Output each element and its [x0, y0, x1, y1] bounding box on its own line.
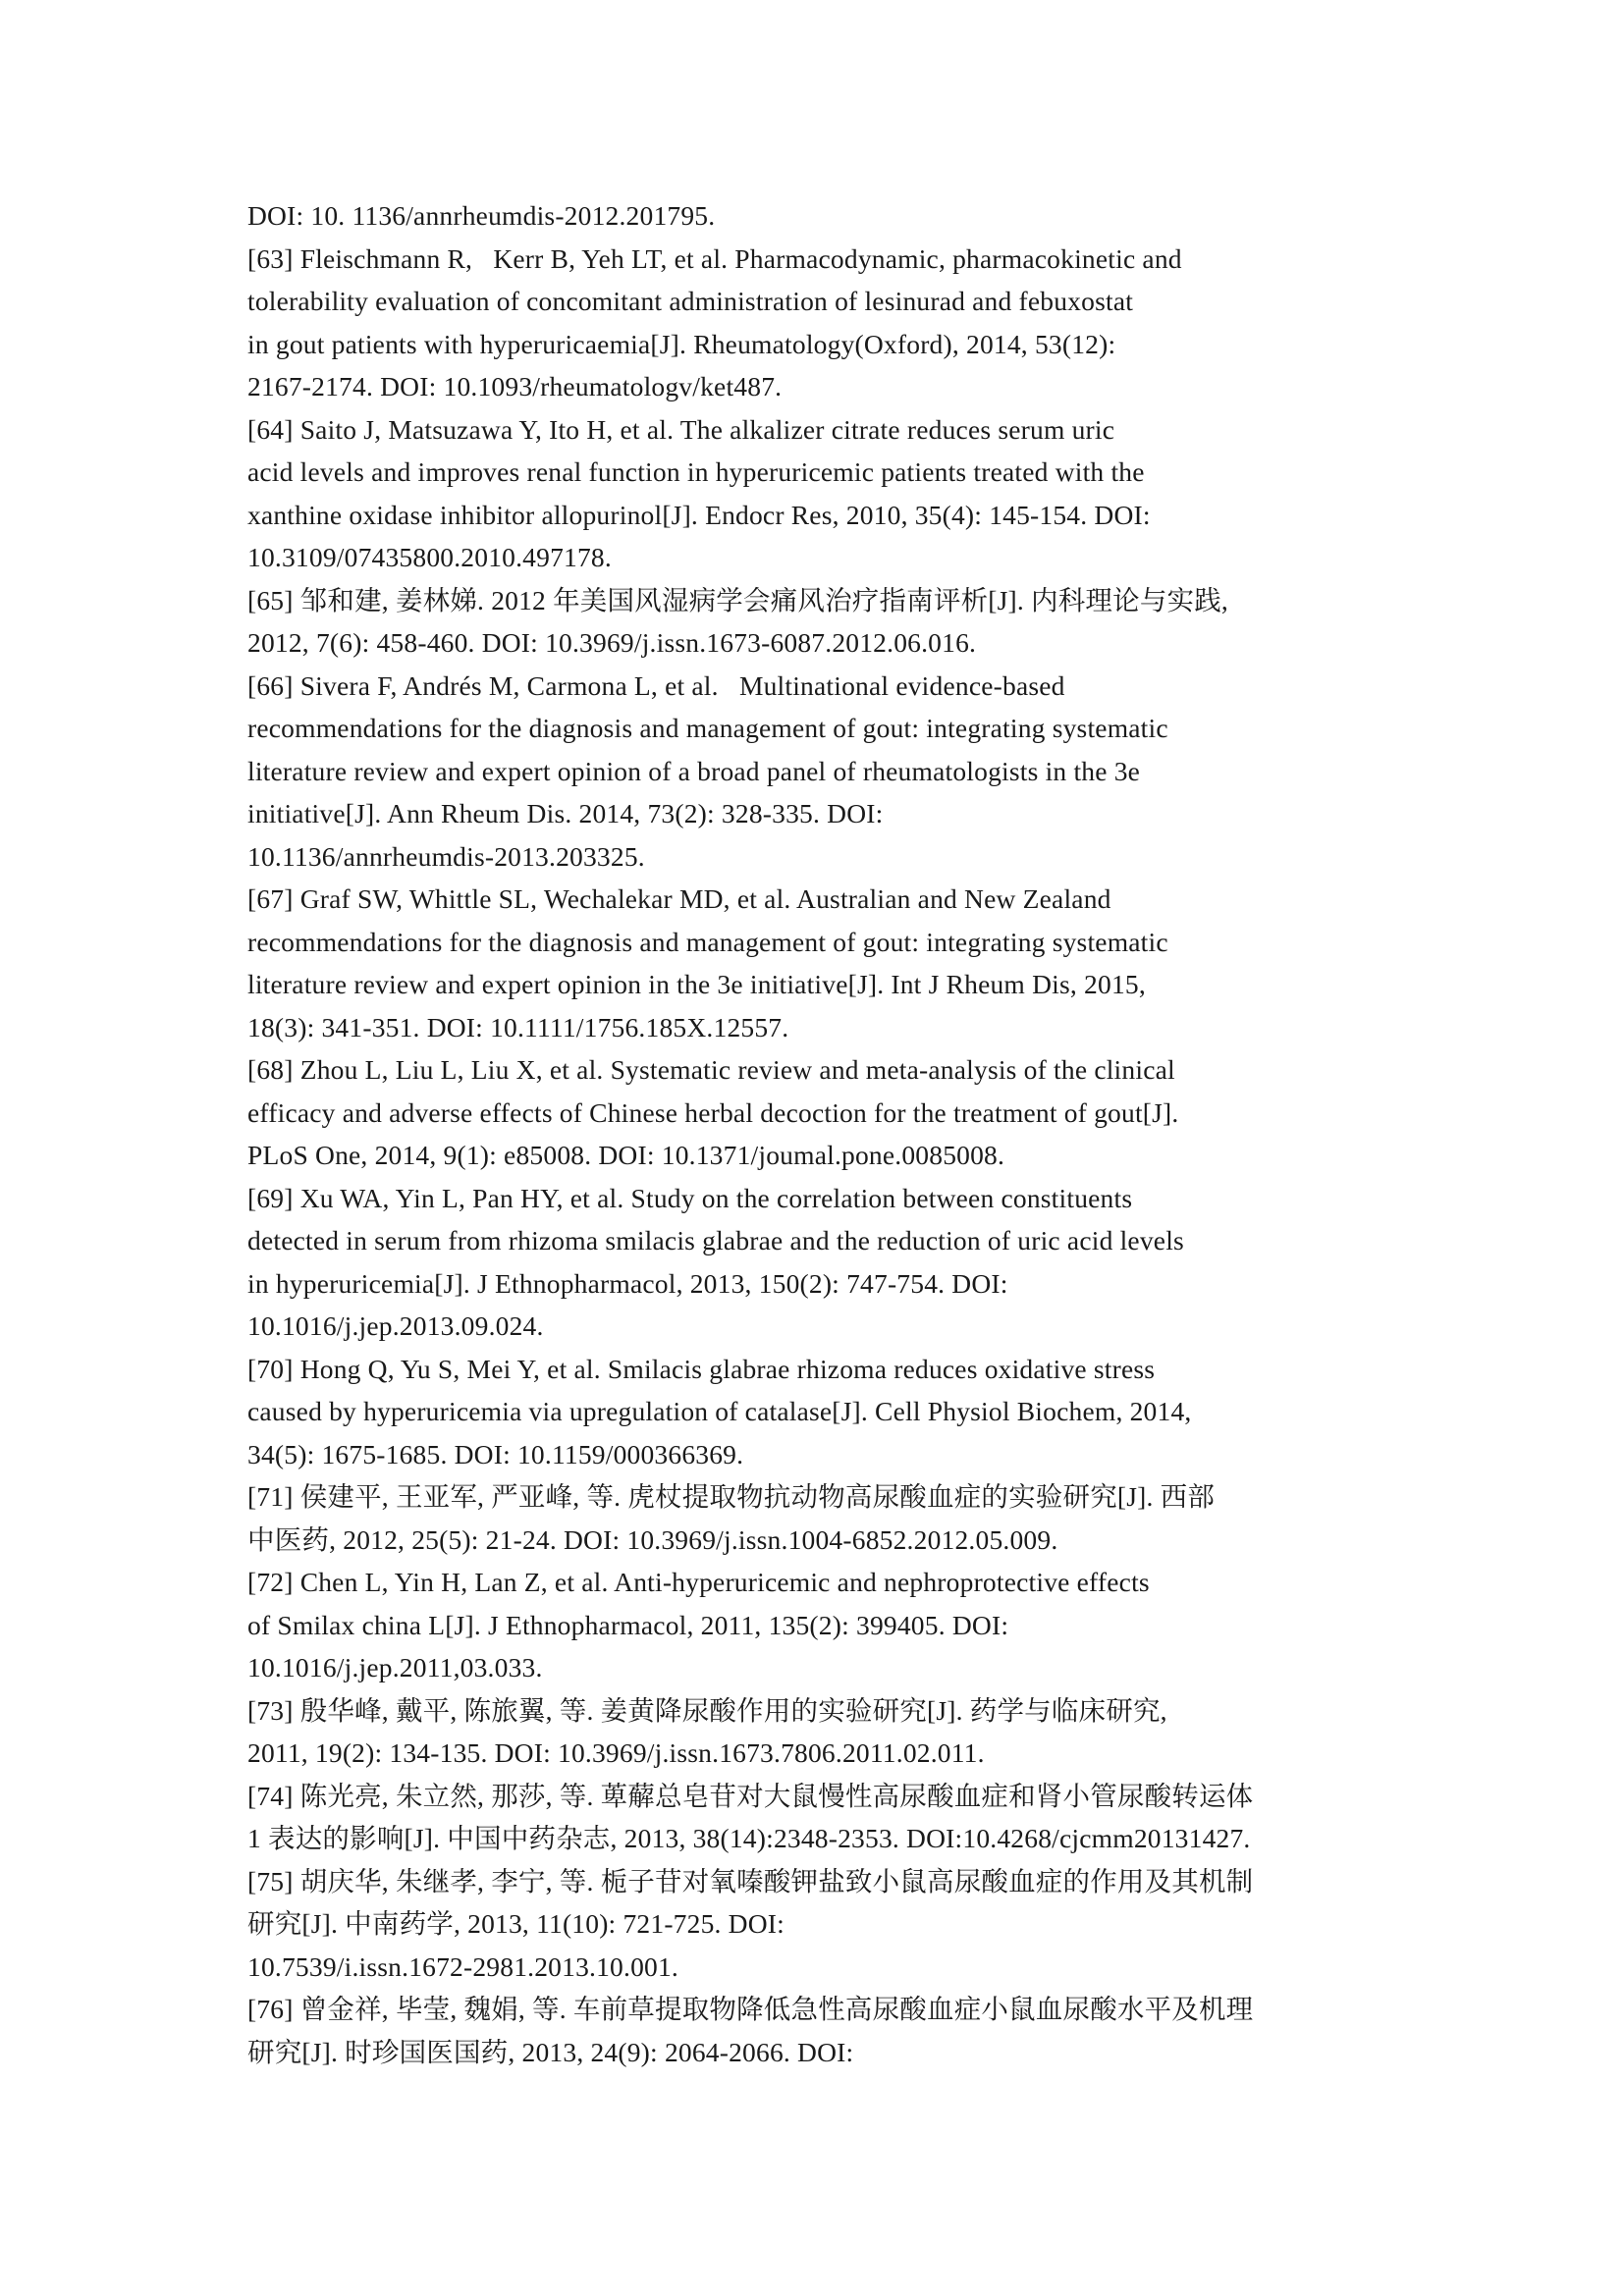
reference-line: 中医药, 2012, 25(5): 21-24. DOI: 10.3969/j.issn.1004-6852.2012.05.009. [247, 1523, 1058, 1555]
reference-line: [72] Chen L, Yin H, Lan Z, et al. Anti-hyperuricemic and nephroprotective effects [247, 1567, 1150, 1597]
reference-line: caused by hyperuricemia via upregulation of catalase[J]. Cell Physiol Biochem, 2014, [247, 1396, 1192, 1426]
reference-line: 2167-2174. DOI: 10.1093/rheumatologv/ket487. [247, 371, 783, 401]
reference-line: DOI: 10. 1136/annrheumdis-2012.201795. [247, 200, 716, 231]
reference-line: 18(3): 341-351. DOI: 10.1111/1756.185X.12557. [247, 1011, 789, 1042]
reference-line: tolerability evaluation of concomitant administration of lesinurad and febuxostat [247, 286, 1134, 316]
reference-line: [71] 侯建平, 王亚军, 严亚峰, 等. 虎杖提取物抗动物高尿酸血症的实验研究[J]. 西部 [247, 1481, 1216, 1512]
reference-line: [64] Saito J, Matsuzawa Y, Ito H, et al. The alkalizer citrate reduces serum uric [247, 413, 1115, 445]
reference-line: [70] Hong Q, Yu S, Mei Y, et al. Smilacis glabrae rhizoma reduces oxidative stress [247, 1353, 1156, 1384]
reference-line: [75] 胡庆华, 朱继孝, 李宁, 等. 栀子苷对氧嗪酸钾盐致小鼠高尿酸血症的作用及其机制 [247, 1865, 1254, 1896]
reference-line: [69] Xu WA, Yin L, Pan HY, et al. Study on the correlation between constituents [247, 1182, 1133, 1213]
reference-line: 研究[J]. 中南药学, 2013, 11(10): 721-725. DOI: [247, 1908, 785, 1939]
reference-line: acid levels and improves renal function in hyperuricemic patients treated with the [247, 456, 1145, 487]
reference-line: 2012, 7(6): 458-460. DOI: 10.3969/j.issn.1673-6087.2012.06.016. [247, 627, 977, 658]
reference-line: in hyperuricemia[J]. J Ethnopharmacol, 2013, 150(2): 747-754. DOI: [247, 1267, 1008, 1299]
reference-line: efficacy and adverse effects of Chinese herbal decoction for the treatment of gout[J]. [247, 1096, 1179, 1128]
reference-line: 10.3109/07435800.2010.497178. [247, 542, 612, 572]
reference-line: 1 表达的影响[J]. 中国中药杂志, 2013, 38(14):2348-2353. DOI:10.4268/cjcmm20131427. [247, 1823, 1251, 1853]
reference-line: initiative[J]. Ann Rheum Dis. 2014, 73(2): 328-335. DOI: [247, 798, 884, 828]
reference-line: 34(5): 1675-1685. DOI: 10.1159/000366369. [247, 1438, 744, 1469]
reference-line: 10.7539/i.issn.1672-2981.2013.10.001. [247, 1950, 679, 1982]
reference-line: 10.1016/j.jep.2013.09.024. [247, 1310, 544, 1341]
reference-line: detected in serum from rhizoma smilacis glabrae and the reduction of uric acid levels [247, 1225, 1184, 1255]
reference-line: 10.1136/annrheumdis-2013.203325. [247, 840, 645, 872]
reference-line: 研究[J]. 时珍国医国药, 2013, 24(9): 2064-2066. DOI: [247, 2036, 854, 2067]
reference-line: PLoS One, 2014, 9(1): e85008. DOI: 10.1371/joumal.pone.0085008. [247, 1140, 1005, 1170]
reference-line: literature review and expert opinion of a broad panel of rheumatologists in the 3e [247, 755, 1141, 786]
reference-line: [66] Sivera F, Andrés M, Carmona L, et al. Multinational evidence-based [247, 669, 1065, 701]
reference-line: 10.1016/j.jep.2011,03.033. [247, 1652, 543, 1682]
reference-line: [65] 邹和建, 姜林娣. 2012 年美国风湿病学会痛风治疗指南评析[J]. 内科理论与实践, [247, 584, 1229, 615]
reference-line: recommendations for the diagnosis and management of gout: integrating systematic [247, 713, 1168, 743]
reference-line: [68] Zhou L, Liu L, Liu X, et al. Systematic review and meta-analysis of the clinical [247, 1054, 1175, 1085]
reference-line: of Smilax china L[J]. J Ethnopharmacol, 2011, 135(2): 399405. DOI: [247, 1609, 1009, 1640]
reference-line: [76] 曾金祥, 毕莹, 魏娟, 等. 车前草提取物降低急性高尿酸血症小鼠血尿酸水平及机理 [247, 1994, 1254, 2024]
reference-line: xanthine oxidase inhibitor allopurinol[J]. Endocr Res, 2010, 35(4): 145-154. DOI: [247, 499, 1151, 530]
reference-line: 2011, 19(2): 134-135. DOI: 10.3969/j.issn.1673.7806.2011.02.011. [247, 1737, 985, 1768]
reference-line: [74] 陈光亮, 朱立然, 那莎, 等. 萆薢总皂苷对大鼠慢性高尿酸血症和肾小管尿酸转运体 [247, 1780, 1254, 1811]
reference-list [247, 194, 1396, 2073]
reference-line: [63] Fleischmann R, Kerr B, Yeh LT, et al. Pharmacodynamic, pharmacokinetic and [247, 242, 1182, 274]
reference-line: literature review and expert opinion in the 3e initiative[J]. Int J Rheum Dis, 2015, [247, 969, 1146, 999]
reference-line: [73] 殷华峰, 戴平, 陈旅翼, 等. 姜黄降尿酸作用的实验研究[J]. 药学与临床研究, [247, 1694, 1167, 1726]
reference-line: in gout patients with hyperuricaemia[J]. Rheumatology(Oxford), 2014, 53(12): [247, 328, 1116, 359]
reference-line: recommendations for the diagnosis and management of gout: integrating systematic [247, 926, 1168, 957]
reference-line: [67] Graf SW, Whittle SL, Wechalekar MD, et al. Australian and New Zealand [247, 883, 1111, 914]
